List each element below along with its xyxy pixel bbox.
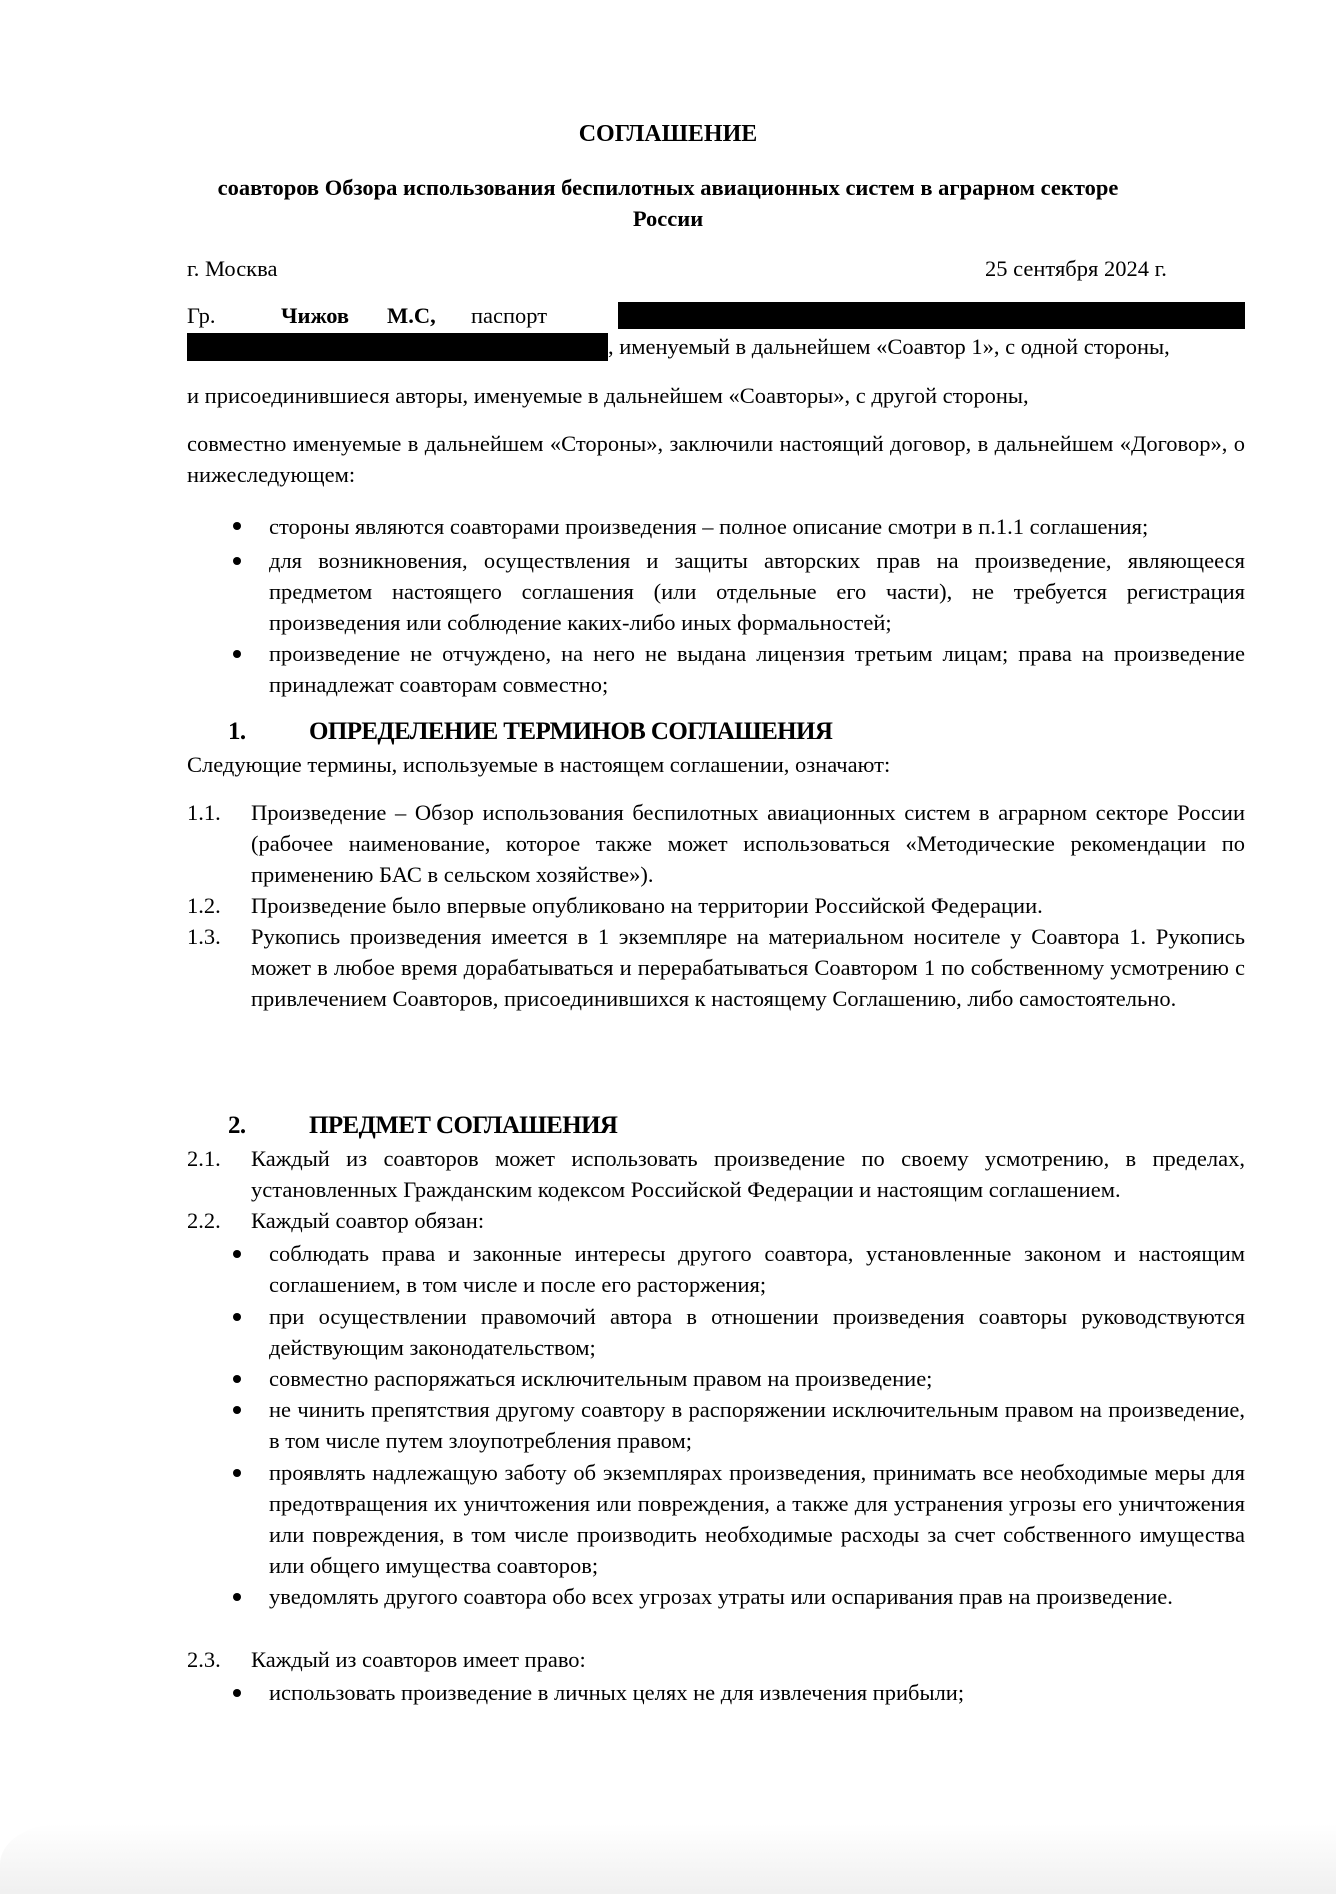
section1-intro: Следующие термины, используемые в настоящем соглашении, означают: bbox=[187, 752, 891, 777]
clause-number: 1.2. bbox=[187, 893, 221, 918]
section1-number: 1. bbox=[228, 718, 246, 745]
clause-text: Каждый соавтор обязан: bbox=[251, 1208, 485, 1233]
document-subtitle-line2: России bbox=[632, 206, 704, 231]
party2-designation: и присоединившиеся авторы, именуемые в дальнейшем «Соавторы», с другой стороны, bbox=[187, 383, 1029, 408]
clause-text: Произведение – Обзор использования беспилотных авиационных систем в аграрном секторе России (рабочее наименование, которое также может использоваться «Методические рекомендации по применению БАС в сельском хозяйстве»). bbox=[251, 800, 1245, 887]
city: г. Москва bbox=[187, 256, 278, 281]
obligation-item: проявлять надлежащую заботу об экземплярах произведения, принимать все необходимые меры для предотвращения их уничтожения или повреждения, а также для устранения угрозы его уничтожения или повреждения, в том числе производить необходимые расходы за счет собственного имущества или общего имущества соавторов; bbox=[269, 1460, 1245, 1578]
bullet-icon bbox=[233, 1406, 241, 1414]
party-prefix: Гр. bbox=[187, 303, 216, 328]
clause-text: Произведение было впервые опубликовано на территории Российской Федерации. bbox=[251, 893, 1043, 918]
party1-initials: М.С, bbox=[387, 303, 436, 328]
clause-text: Рукопись произведения имеется в 1 экземпляре на материальном носителе у Соавтора 1. Рукопись может в любое время дорабатываться и перерабатываться Соавтором 1 по собственному усмотрению с привлечением Соавторов, присоединившихся к настоящему Соглашению, либо самостоятельно. bbox=[251, 924, 1245, 1011]
right-item: использовать произведение в личных целях не для извлечения прибыли; bbox=[269, 1680, 965, 1705]
clause-text: Каждый из соавторов может использовать произведение по своему усмотрению, в пределах, установленных Гражданским кодексом Российской Федерации и настоящим соглашением. bbox=[251, 1146, 1245, 1202]
obligation-item: совместно распоряжаться исключительным правом на произведение; bbox=[269, 1366, 933, 1391]
party1-designation: , именуемый в дальнейшем «Соавтор 1», с одной стороны, bbox=[608, 334, 1170, 359]
obligation-item: уведомлять другого соавтора обо всех угрозах утраты или оспаривания прав на произведение. bbox=[269, 1584, 1173, 1609]
redaction-bar bbox=[187, 333, 608, 361]
clause-number: 2.3. bbox=[187, 1647, 221, 1672]
bullet-icon bbox=[233, 522, 241, 530]
preamble-bullet: стороны являются соавторами произведения – полное описание смотри в п.1.1 соглашения; bbox=[269, 514, 1149, 539]
document-subtitle: соавторов Обзора использования беспилотных авиационных систем в аграрном секторе bbox=[217, 175, 1119, 200]
bullet-icon bbox=[233, 1375, 241, 1383]
bullet-icon bbox=[233, 1689, 241, 1697]
redaction-bar bbox=[618, 302, 1245, 329]
clause-number: 2.2. bbox=[187, 1208, 221, 1233]
clause-number: 2.1. bbox=[187, 1146, 221, 1171]
bullet-icon bbox=[233, 1469, 241, 1477]
section2-title: ПРЕДМЕТ СОГЛАШЕНИЯ bbox=[309, 1112, 618, 1139]
document-title: СОГЛАШЕНИЕ bbox=[578, 121, 758, 147]
page-edge-shadow bbox=[0, 1824, 1336, 1894]
parties-together: совместно именуемые в дальнейшем «Стороны», заключили настоящий договор, в дальнейшем «Договор», о нижеследующем: bbox=[187, 431, 1245, 487]
section2-number: 2. bbox=[228, 1112, 246, 1139]
preamble-bullet: для возникновения, осуществления и защиты авторских прав на произведение, являющееся предметом настоящего соглашения (или отдельные его части), не требуется регистрация произведения или соблюдение каких-либо иных формальностей; bbox=[269, 548, 1245, 635]
bullet-icon bbox=[233, 650, 241, 658]
section1-title: ОПРЕДЕЛЕНИЕ ТЕРМИНОВ СОГЛАШЕНИЯ bbox=[309, 718, 833, 745]
party1-surname: Чижов bbox=[281, 303, 350, 328]
bullet-icon bbox=[233, 1313, 241, 1321]
clause-number: 1.3. bbox=[187, 924, 221, 949]
passport-label: паспорт bbox=[471, 303, 548, 328]
obligation-item: при осуществлении правомочий автора в отношении произведения соавторы руководствуются действующим законодательством; bbox=[269, 1304, 1245, 1360]
date: 25 сентября 2024 г. bbox=[985, 256, 1167, 281]
obligation-item: соблюдать права и законные интересы другого соавтора, установленные законом и настоящим соглашением, в том числе и после его расторжения; bbox=[269, 1241, 1245, 1297]
obligation-item: не чинить препятствия другому соавтору в распоряжении исключительным правом на произведение, в том числе путем злоупотребления правом; bbox=[269, 1397, 1245, 1453]
bullet-icon bbox=[233, 557, 241, 565]
preamble-bullet: произведение не отчуждено, на него не выдана лицензия третьим лицам; права на произведение принадлежат соавторам совместно; bbox=[269, 641, 1245, 697]
bullet-icon bbox=[233, 1593, 241, 1601]
clause-text: Каждый из соавторов имеет право: bbox=[251, 1647, 586, 1672]
bullet-icon bbox=[233, 1250, 241, 1258]
clause-number: 1.1. bbox=[187, 800, 221, 825]
